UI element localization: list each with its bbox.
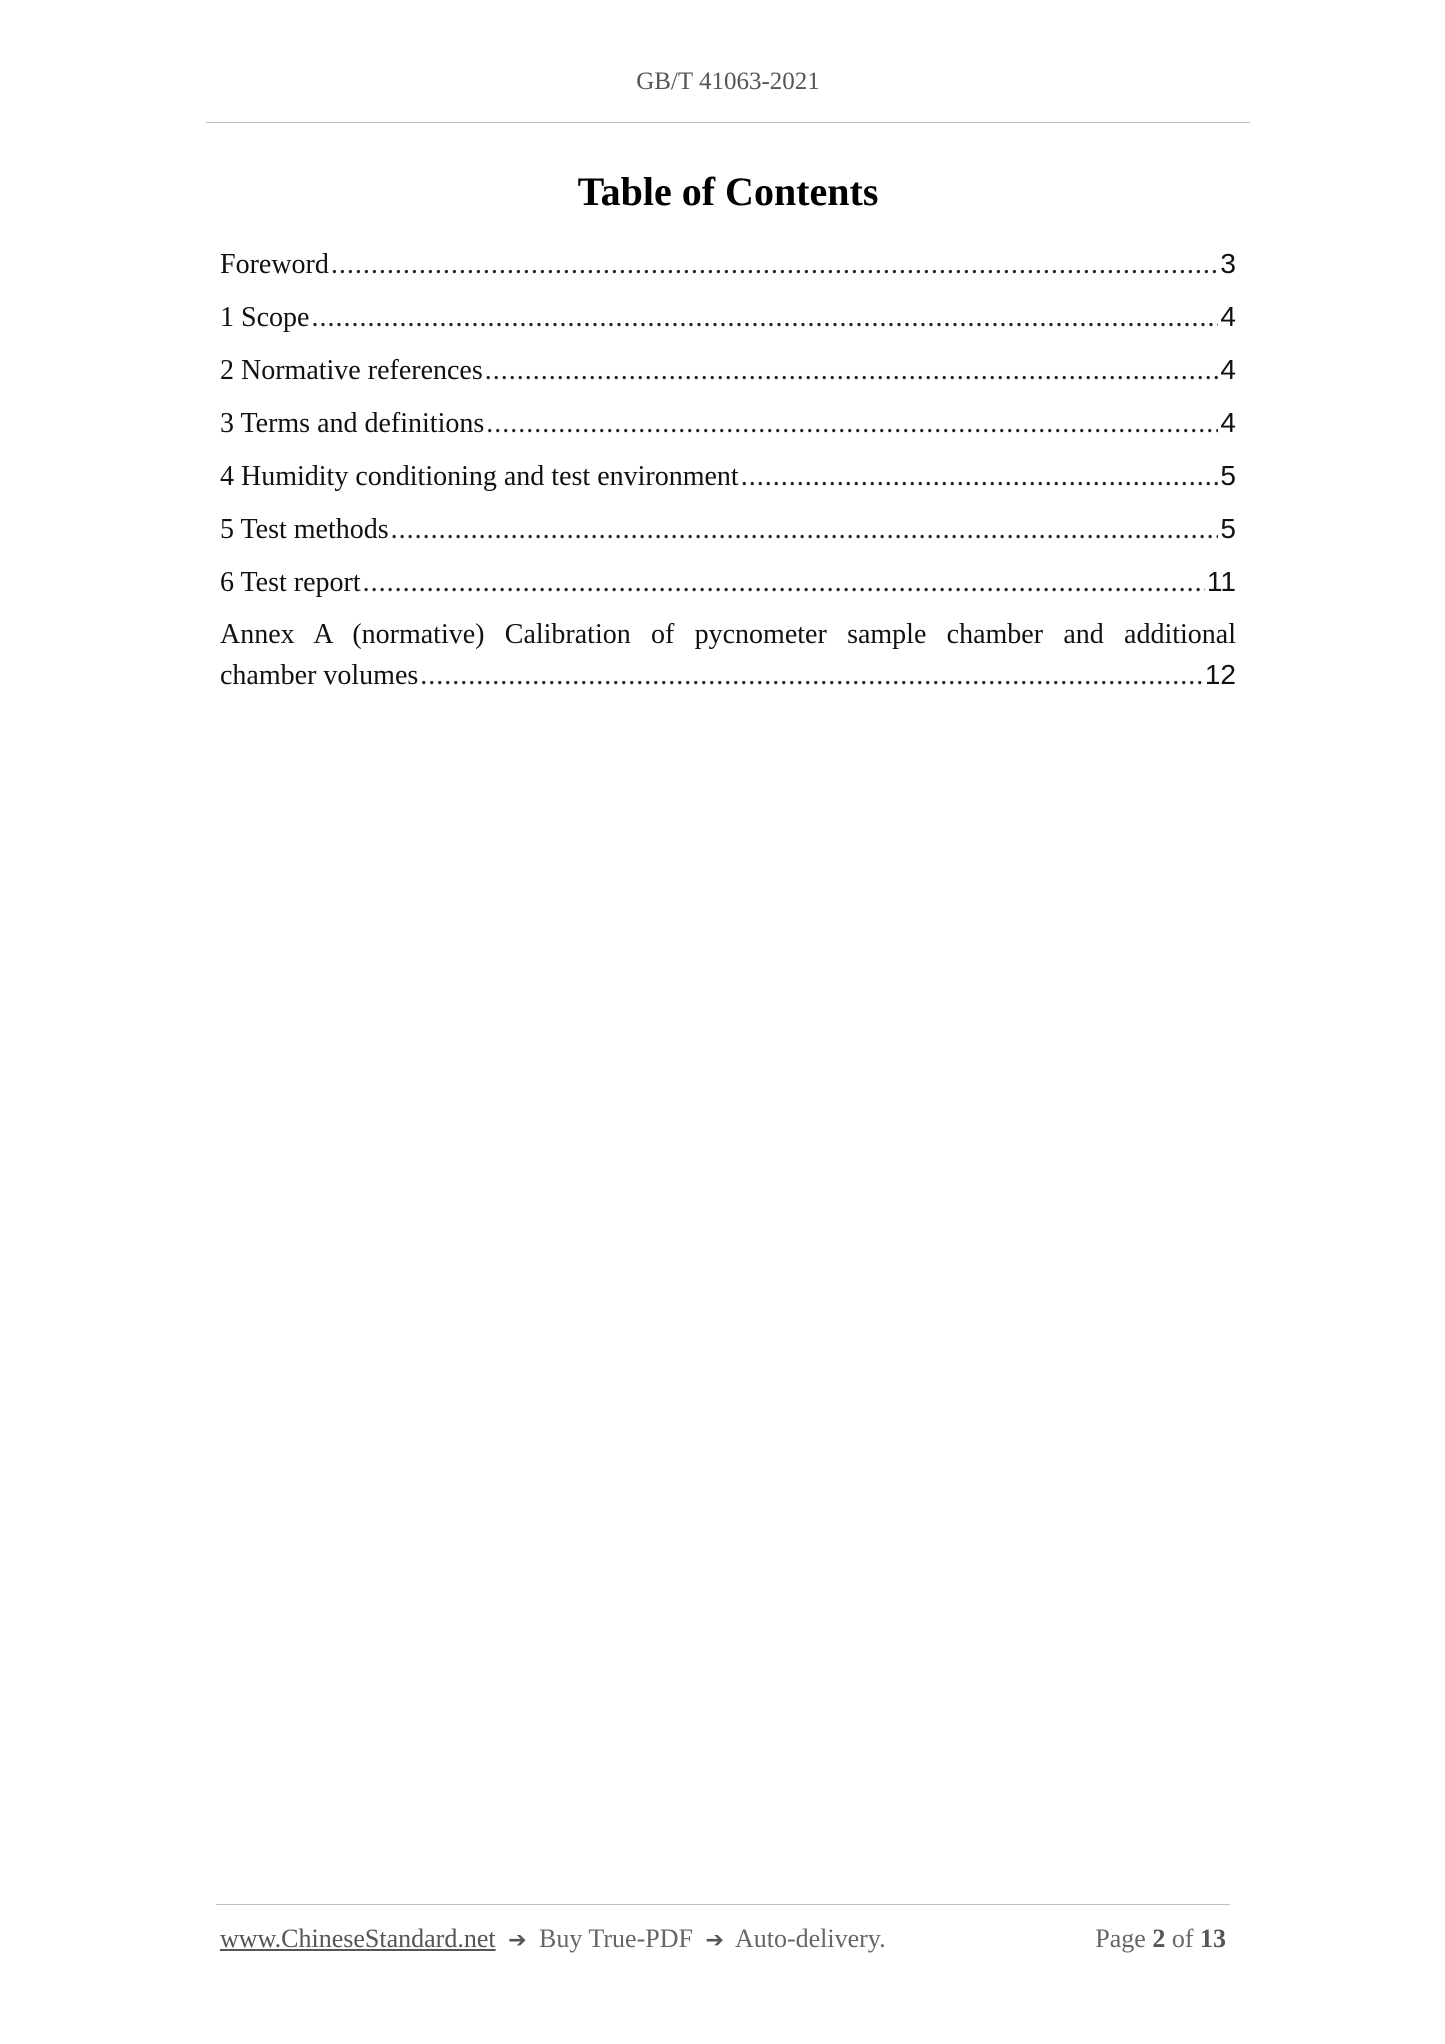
toc-leader-dots xyxy=(741,457,1219,497)
toc-entry-label: 3 Terms and definitions xyxy=(220,408,485,439)
toc-entry-test-methods[interactable] xyxy=(220,509,1236,562)
toc-entry-label: 6 Test report xyxy=(220,567,361,598)
toc-page-number: 4 xyxy=(1220,407,1236,438)
page-indicator xyxy=(1095,1924,1226,1954)
toc-entry-label-continued: chamber volumes xyxy=(220,660,419,691)
toc-leader-dots xyxy=(485,351,1219,391)
toc-entry-label: 1 Scope xyxy=(220,302,310,333)
page-footer xyxy=(220,1924,1226,1954)
right-arrow-icon: ➔ xyxy=(508,1928,527,1953)
toc-entry-test-report[interactable] xyxy=(220,562,1236,615)
toc-entry-humidity-conditioning[interactable] xyxy=(220,456,1236,509)
toc-entry-normative-references[interactable] xyxy=(220,350,1236,403)
toc-page-number: 3 xyxy=(1220,248,1236,279)
toc-leader-dots xyxy=(486,404,1218,444)
toc-leader-dots xyxy=(420,656,1203,696)
toc-entry-annex-a[interactable] xyxy=(220,615,1236,696)
toc-page-number: 11 xyxy=(1206,566,1236,597)
toc-entry-label: 2 Normative references xyxy=(220,355,483,386)
current-page-number: 2 xyxy=(1152,1924,1166,1953)
total-page-count: 13 xyxy=(1200,1924,1226,1953)
toc-entry-label: 5 Test methods xyxy=(220,514,389,545)
right-arrow-icon: ➔ xyxy=(705,1928,724,1953)
table-of-contents xyxy=(220,244,1236,696)
toc-leader-dots xyxy=(331,245,1219,285)
website-link[interactable]: www.ChineseStandard.net xyxy=(220,1924,496,1953)
toc-entry-terms-definitions[interactable] xyxy=(220,403,1236,456)
toc-page-number: 5 xyxy=(1220,513,1236,544)
toc-entry-label: Annex A (normative) Calibration of pycnometer sample chamber and additional xyxy=(220,619,1236,650)
footer-divider xyxy=(216,1904,1230,1905)
toc-leader-dots xyxy=(391,510,1219,550)
page-of-label: of xyxy=(1171,1924,1194,1953)
toc-page-number: 5 xyxy=(1220,460,1236,491)
buy-true-pdf-text: Buy True-PDF xyxy=(539,1924,693,1953)
toc-entry-label: Foreword xyxy=(220,249,329,280)
toc-page-number: 4 xyxy=(1220,354,1236,385)
document-id-header: GB/T 41063-2021 xyxy=(636,68,820,95)
footer-promo xyxy=(220,1924,886,1954)
header-divider xyxy=(206,122,1250,123)
toc-page-number: 12 xyxy=(1204,659,1236,690)
toc-title: Table of Contents xyxy=(577,169,879,214)
toc-page-number: 4 xyxy=(1220,301,1236,332)
toc-entry-scope[interactable] xyxy=(220,297,1236,350)
toc-entry-label: 4 Humidity conditioning and test environment xyxy=(220,461,739,492)
toc-leader-dots xyxy=(363,563,1205,603)
toc-leader-dots xyxy=(311,298,1218,338)
auto-delivery-text: Auto-delivery. xyxy=(734,1924,886,1953)
page-label: Page xyxy=(1095,1924,1146,1953)
toc-entry-foreword[interactable] xyxy=(220,244,1236,297)
